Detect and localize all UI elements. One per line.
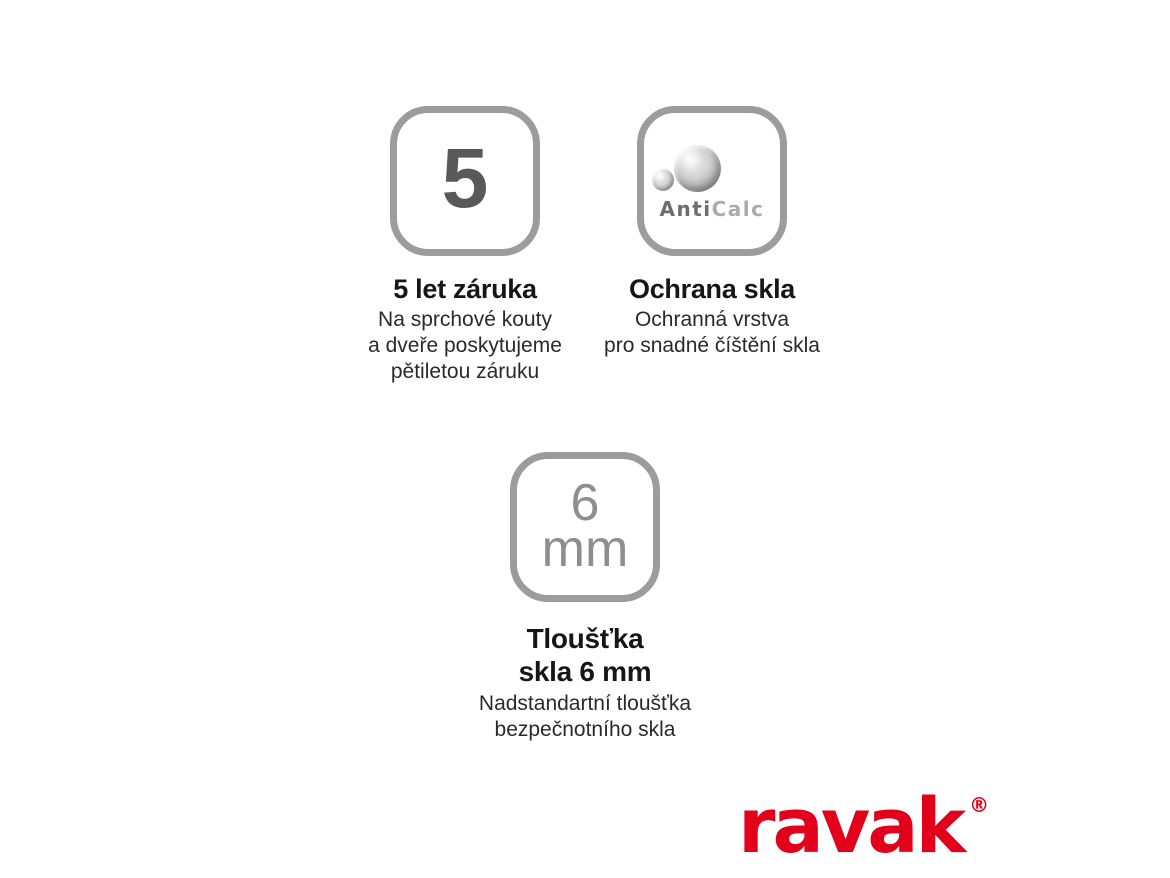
warranty-description-line: Na sprchové kouty	[378, 308, 552, 331]
anticalc-badge	[637, 106, 787, 256]
anticalc-description	[597, 307, 827, 359]
thickness-badge-unit: mm	[541, 520, 629, 578]
warranty-description-line: pětiletou záruku	[390, 360, 540, 383]
anticalc-wordmark-anti: Anti	[659, 197, 712, 221]
thickness-6mm-badge	[510, 452, 660, 602]
feature-anticalc	[597, 106, 827, 359]
anticalc-description-line: pro snadné číštění skla	[604, 334, 820, 357]
thickness-badge-text	[541, 474, 629, 578]
thickness-badge-value: 6	[570, 474, 600, 532]
ravak-logo	[738, 781, 990, 870]
thickness-title-line: skla 6 mm	[518, 656, 652, 687]
thickness-description-line: Nadstandartní tloušťka	[478, 692, 692, 715]
thickness-title	[460, 622, 710, 688]
anticalc-wordmark-calc: Calc	[711, 197, 765, 221]
anticalc-wordmark	[644, 197, 780, 221]
thickness-description	[460, 691, 710, 743]
anticalc-description-line: Ochranná vrstva	[634, 308, 790, 331]
warranty-description-line: a dveře poskytujeme	[368, 334, 562, 357]
ravak-logo-wordmark: ravak	[738, 781, 964, 870]
thickness-title-line: Tloušťka	[526, 623, 644, 654]
anticalc-title: Ochrana skla	[629, 274, 795, 304]
warranty-5-badge	[390, 106, 540, 256]
water-drop-large-icon	[674, 145, 721, 192]
warranty-description	[350, 307, 580, 385]
warranty-years-number: 5	[441, 131, 489, 225]
water-drop-small-icon	[652, 169, 674, 191]
feature-glass-thickness	[460, 452, 710, 743]
thickness-description-line: bezpečnotního skla	[494, 718, 676, 741]
feature-warranty	[350, 106, 580, 385]
warranty-title: 5 let záruka	[393, 274, 537, 304]
registered-trademark-icon: ®	[969, 793, 990, 817]
